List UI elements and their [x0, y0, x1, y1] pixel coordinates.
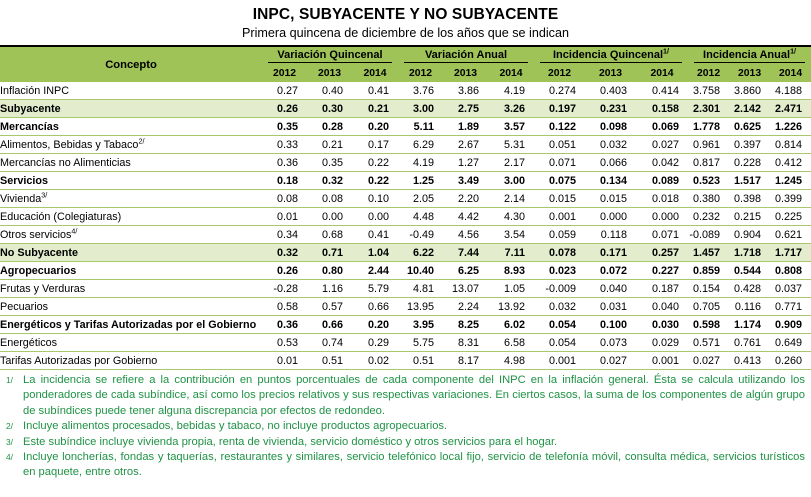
row-label-text: Educación (Colegiaturas) — [0, 210, 122, 223]
cell-var-quincenal: 0.10 — [352, 190, 398, 208]
cell-inc-anual: 0.705 — [688, 298, 729, 316]
cell-inc-anual: 0.571 — [688, 334, 729, 352]
table-row — [0, 118, 811, 136]
year-header: 2014 — [770, 65, 811, 82]
column-group-variacion-quincenal — [262, 47, 398, 65]
cell-inc-anual: 0.260 — [770, 352, 811, 370]
year-header: 2014 — [488, 65, 534, 82]
year-header: 2012 — [398, 65, 443, 82]
cell-var-quincenal: 0.18 — [262, 172, 307, 190]
row-label — [0, 280, 262, 298]
cell-var-quincenal: 0.17 — [352, 136, 398, 154]
cell-inc-anual: 1.517 — [729, 172, 770, 190]
cell-inc-anual: 2.471 — [770, 100, 811, 118]
cell-var-quincenal: 0.36 — [262, 154, 307, 172]
cell-var-anual: 4.56 — [443, 226, 488, 244]
footnote-text: Incluye loncherías, fondas y taquerías, restaurantes y similares, servicio telefónico local fijo, servicio de telefonía móvil, consulta médica, servicios turísticos en paquete, entre otros. — [23, 451, 805, 479]
cell-inc-anual: 1.717 — [770, 244, 811, 262]
column-group-variacion-anual — [398, 47, 534, 65]
group-label: Variación Anual — [424, 49, 508, 61]
cell-inc-quincenal: 0.042 — [636, 154, 688, 172]
cell-var-quincenal: 0.26 — [262, 100, 307, 118]
row-label — [0, 172, 262, 190]
footnote — [6, 435, 805, 450]
cell-var-quincenal: 0.40 — [307, 82, 352, 100]
cell-var-anual: 2.17 — [488, 154, 534, 172]
cell-var-anual: 5.11 — [398, 118, 443, 136]
table-row — [0, 100, 811, 118]
cell-var-anual: 3.95 — [398, 316, 443, 334]
cell-inc-quincenal: 0.000 — [636, 208, 688, 226]
cell-inc-anual: 0.625 — [729, 118, 770, 136]
cell-var-quincenal: 0.58 — [262, 298, 307, 316]
cell-inc-quincenal: 0.118 — [585, 226, 636, 244]
cell-var-anual: 4.81 — [398, 280, 443, 298]
cell-inc-quincenal: 0.098 — [585, 118, 636, 136]
cell-var-quincenal: 1.04 — [352, 244, 398, 262]
cell-var-anual: 4.19 — [488, 82, 534, 100]
cell-inc-anual: 0.909 — [770, 316, 811, 334]
footnote-text: Este subíndice incluye vivienda propia, renta de vivienda, servicio doméstico y otros servicios para el hogar. — [23, 435, 558, 448]
table-row — [0, 334, 811, 352]
cell-var-quincenal: 0.26 — [262, 262, 307, 280]
cell-var-quincenal: 0.66 — [307, 316, 352, 334]
table-row — [0, 136, 811, 154]
row-label — [0, 352, 262, 370]
cell-var-quincenal: 0.80 — [307, 262, 352, 280]
cell-var-quincenal: 0.57 — [307, 298, 352, 316]
title-block — [0, 0, 811, 42]
cell-inc-anual: 0.399 — [770, 190, 811, 208]
row-label — [0, 208, 262, 226]
inpc-table — [0, 47, 811, 370]
footnote-marker: 4/ — [6, 452, 13, 463]
cell-var-anual: 4.30 — [488, 208, 534, 226]
footnote-marker: 3/ — [6, 436, 13, 447]
cell-inc-quincenal: 0.018 — [636, 190, 688, 208]
cell-inc-quincenal: 0.027 — [585, 352, 636, 370]
cell-inc-anual: 1.174 — [729, 316, 770, 334]
footnotes-section — [0, 373, 811, 481]
table-row — [0, 82, 811, 100]
cell-inc-quincenal: 0.030 — [636, 316, 688, 334]
cell-var-anual: 6.02 — [488, 316, 534, 334]
cell-inc-anual: 0.859 — [688, 262, 729, 280]
cell-var-quincenal: 0.35 — [262, 118, 307, 136]
cell-var-quincenal: 0.08 — [307, 190, 352, 208]
row-label — [0, 136, 262, 154]
cell-inc-quincenal: 0.231 — [585, 100, 636, 118]
group-label: Incidencia Anual — [703, 49, 791, 61]
year-header: 2014 — [636, 65, 688, 82]
group-note-ref: 1/ — [790, 46, 797, 56]
cell-inc-anual: 0.814 — [770, 136, 811, 154]
cell-inc-anual: 0.771 — [770, 298, 811, 316]
footnote-text: La incidencia se refiere a la contribución en puntos porcentuales de cada componente del INPC en la inflación general. Ésta se calcula utilizando los ponderadores de cada subíndice, así como los precios relativos y sus respectivas variaciones. En ciertos casos, la suma de los componentes de algún grupo de subíndices puede tener alguna discrepancia por efectos de redondeo. — [23, 374, 805, 417]
header-group-row — [0, 47, 811, 65]
cell-var-anual: 8.25 — [443, 316, 488, 334]
row-label-text: Energéticos — [0, 336, 58, 349]
cell-inc-anual: 2.142 — [729, 100, 770, 118]
cell-var-quincenal: 0.00 — [307, 208, 352, 226]
cell-inc-anual: 1.778 — [688, 118, 729, 136]
cell-inc-anual: 0.817 — [688, 154, 729, 172]
cell-var-anual: 4.48 — [398, 208, 443, 226]
cell-inc-anual: 0.428 — [729, 280, 770, 298]
row-note-ref: 4/ — [71, 225, 78, 235]
cell-var-quincenal: 0.28 — [307, 118, 352, 136]
year-header: 2012 — [688, 65, 729, 82]
cell-inc-anual: 0.027 — [688, 352, 729, 370]
row-label — [0, 82, 262, 100]
cell-var-quincenal: 5.79 — [352, 280, 398, 298]
cell-inc-quincenal: 0.023 — [534, 262, 585, 280]
cell-inc-quincenal: 0.040 — [636, 298, 688, 316]
cell-var-quincenal: 1.16 — [307, 280, 352, 298]
row-label-text: Energéticos y Tarifas Autorizadas por el Gobierno — [0, 318, 257, 331]
cell-inc-anual: 0.761 — [729, 334, 770, 352]
cell-var-anual: 8.17 — [443, 352, 488, 370]
cell-inc-anual: 0.398 — [729, 190, 770, 208]
cell-var-quincenal: 0.68 — [307, 226, 352, 244]
cell-var-quincenal: 0.01 — [262, 208, 307, 226]
cell-inc-quincenal: -0.009 — [534, 280, 585, 298]
table-row — [0, 298, 811, 316]
table-body — [0, 82, 811, 370]
cell-inc-quincenal: 0.158 — [636, 100, 688, 118]
cell-inc-anual: 0.228 — [729, 154, 770, 172]
group-label: Incidencia Quincenal — [553, 49, 664, 61]
cell-var-quincenal: 0.71 — [307, 244, 352, 262]
cell-inc-quincenal: 0.032 — [585, 136, 636, 154]
cell-inc-anual: 0.397 — [729, 136, 770, 154]
column-group-incidencia-anual — [688, 47, 811, 65]
column-group-incidencia-quincenal — [534, 47, 688, 65]
table-row — [0, 154, 811, 172]
cell-var-quincenal: 0.74 — [307, 334, 352, 352]
cell-var-anual: 0.51 — [398, 352, 443, 370]
cell-var-quincenal: 0.32 — [307, 172, 352, 190]
row-label — [0, 244, 262, 262]
cell-var-anual: 4.42 — [443, 208, 488, 226]
row-label-text: Pecuarios — [0, 300, 49, 313]
row-label-text: Frutas y Verduras — [0, 282, 86, 295]
cell-inc-quincenal: 0.100 — [585, 316, 636, 334]
row-label — [0, 316, 262, 334]
table-row — [0, 208, 811, 226]
cell-inc-anual: 0.961 — [688, 136, 729, 154]
cell-var-quincenal: 0.34 — [262, 226, 307, 244]
cell-inc-anual: 1.245 — [770, 172, 811, 190]
cell-var-quincenal: 0.08 — [262, 190, 307, 208]
cell-var-anual: 6.25 — [443, 262, 488, 280]
column-header-concepto: Concepto — [0, 47, 262, 82]
cell-inc-quincenal: 0.403 — [585, 82, 636, 100]
cell-inc-quincenal: 0.078 — [534, 244, 585, 262]
footnote — [6, 373, 805, 419]
row-label — [0, 262, 262, 280]
cell-inc-quincenal: 0.171 — [585, 244, 636, 262]
cell-var-anual: 2.24 — [443, 298, 488, 316]
footnote-text: Incluye alimentos procesados, bebidas y tabaco, no incluye productos agropecuarios. — [23, 420, 448, 433]
cell-inc-anual: 1.226 — [770, 118, 811, 136]
cell-var-anual: -0.49 — [398, 226, 443, 244]
cell-var-quincenal: -0.28 — [262, 280, 307, 298]
cell-inc-quincenal: 0.073 — [585, 334, 636, 352]
cell-var-quincenal: 0.41 — [352, 82, 398, 100]
cell-var-quincenal: 0.00 — [352, 208, 398, 226]
footnote — [6, 450, 805, 481]
cell-var-anual: 8.93 — [488, 262, 534, 280]
row-label — [0, 100, 262, 118]
footnote-marker: 2/ — [6, 421, 13, 432]
cell-var-anual: 2.67 — [443, 136, 488, 154]
inpc-table-wrapper — [0, 45, 811, 370]
cell-var-anual: 1.25 — [398, 172, 443, 190]
cell-var-anual: 7.11 — [488, 244, 534, 262]
cell-inc-anual: 1.457 — [688, 244, 729, 262]
cell-inc-quincenal: 0.015 — [585, 190, 636, 208]
cell-inc-anual: 1.718 — [729, 244, 770, 262]
cell-inc-quincenal: 0.029 — [636, 334, 688, 352]
cell-inc-quincenal: 0.031 — [585, 298, 636, 316]
cell-var-anual: 5.75 — [398, 334, 443, 352]
footnote — [6, 419, 805, 434]
row-label — [0, 118, 262, 136]
cell-var-quincenal: 0.36 — [262, 316, 307, 334]
cell-var-quincenal: 0.66 — [352, 298, 398, 316]
cell-inc-anual: 2.301 — [688, 100, 729, 118]
cell-inc-anual: 0.598 — [688, 316, 729, 334]
cell-inc-anual: 0.412 — [770, 154, 811, 172]
year-header: 2013 — [729, 65, 770, 82]
row-label — [0, 226, 262, 244]
row-label-text: Otros servicios — [0, 228, 72, 241]
cell-inc-quincenal: 0.069 — [636, 118, 688, 136]
cell-var-anual: 2.75 — [443, 100, 488, 118]
table-row — [0, 280, 811, 298]
table-row — [0, 244, 811, 262]
cell-inc-quincenal: 0.089 — [636, 172, 688, 190]
table-row — [0, 262, 811, 280]
cell-inc-quincenal: 0.000 — [585, 208, 636, 226]
cell-var-quincenal: 0.53 — [262, 334, 307, 352]
table-row — [0, 190, 811, 208]
cell-inc-anual: 0.232 — [688, 208, 729, 226]
row-label-text: Mercancías no Alimenticias — [0, 156, 131, 169]
cell-var-anual: 8.31 — [443, 334, 488, 352]
cell-inc-anual: 0.154 — [688, 280, 729, 298]
year-header: 2014 — [352, 65, 398, 82]
cell-inc-anual: -0.089 — [688, 226, 729, 244]
cell-inc-quincenal: 0.059 — [534, 226, 585, 244]
cell-inc-quincenal: 0.032 — [534, 298, 585, 316]
cell-inc-quincenal: 0.001 — [636, 352, 688, 370]
cell-var-anual: 2.14 — [488, 190, 534, 208]
cell-inc-quincenal: 0.134 — [585, 172, 636, 190]
table-row — [0, 316, 811, 334]
row-label-text: Alimentos, Bebidas y Tabaco — [0, 138, 139, 151]
cell-inc-quincenal: 0.227 — [636, 262, 688, 280]
cell-var-quincenal: 0.20 — [352, 316, 398, 334]
cell-inc-quincenal: 0.040 — [585, 280, 636, 298]
footnote-marker: 1/ — [6, 375, 13, 385]
year-header: 2013 — [443, 65, 488, 82]
cell-var-anual: 7.44 — [443, 244, 488, 262]
row-label-text: Tarifas Autorizadas por Gobierno — [0, 354, 158, 367]
row-note-ref: 2/ — [138, 135, 145, 145]
cell-inc-anual: 0.649 — [770, 334, 811, 352]
row-label-text: Inflación INPC — [0, 84, 70, 97]
cell-inc-quincenal: 0.122 — [534, 118, 585, 136]
cell-var-anual: 3.26 — [488, 100, 534, 118]
cell-var-quincenal: 0.20 — [352, 118, 398, 136]
cell-inc-quincenal: 0.274 — [534, 82, 585, 100]
row-label — [0, 154, 262, 172]
cell-inc-anual: 0.037 — [770, 280, 811, 298]
cell-var-anual: 13.92 — [488, 298, 534, 316]
cell-inc-quincenal: 0.066 — [585, 154, 636, 172]
cell-inc-quincenal: 0.051 — [534, 136, 585, 154]
year-header: 2012 — [262, 65, 307, 82]
cell-var-quincenal: 0.21 — [352, 100, 398, 118]
cell-inc-anual: 3.758 — [688, 82, 729, 100]
cell-inc-anual: 4.188 — [770, 82, 811, 100]
cell-var-anual: 1.05 — [488, 280, 534, 298]
cell-var-quincenal: 0.22 — [352, 172, 398, 190]
year-header: 2013 — [307, 65, 352, 82]
cell-inc-anual: 0.904 — [729, 226, 770, 244]
row-label — [0, 190, 262, 208]
cell-var-anual: 3.76 — [398, 82, 443, 100]
table-row — [0, 172, 811, 190]
cell-inc-quincenal: 0.071 — [534, 154, 585, 172]
cell-var-anual: 13.07 — [443, 280, 488, 298]
cell-var-anual: 5.31 — [488, 136, 534, 154]
cell-inc-anual: 0.808 — [770, 262, 811, 280]
cell-var-anual: 1.27 — [443, 154, 488, 172]
cell-var-anual: 10.40 — [398, 262, 443, 280]
row-note-ref: 3/ — [41, 189, 48, 199]
cell-inc-anual: 0.215 — [729, 208, 770, 226]
cell-var-anual: 3.00 — [488, 172, 534, 190]
cell-var-anual: 3.00 — [398, 100, 443, 118]
group-label: Variación Quincenal — [277, 49, 383, 61]
table-row — [0, 226, 811, 244]
cell-var-anual: 1.89 — [443, 118, 488, 136]
cell-inc-quincenal: 0.197 — [534, 100, 585, 118]
cell-var-quincenal: 0.41 — [352, 226, 398, 244]
cell-var-quincenal: 0.30 — [307, 100, 352, 118]
cell-var-anual: 13.95 — [398, 298, 443, 316]
page-title: INPC, SUBYACENTE Y NO SUBYACENTE — [252, 6, 559, 23]
cell-var-anual: 3.54 — [488, 226, 534, 244]
row-label-text: Servicios — [0, 174, 49, 187]
cell-inc-quincenal: 0.257 — [636, 244, 688, 262]
cell-var-anual: 6.58 — [488, 334, 534, 352]
cell-inc-quincenal: 0.054 — [534, 334, 585, 352]
cell-inc-quincenal: 0.015 — [534, 190, 585, 208]
row-label — [0, 298, 262, 316]
table-head — [0, 47, 811, 82]
cell-inc-quincenal: 0.187 — [636, 280, 688, 298]
cell-inc-quincenal: 0.075 — [534, 172, 585, 190]
cell-var-anual: 6.22 — [398, 244, 443, 262]
cell-inc-anual: 0.544 — [729, 262, 770, 280]
cell-var-quincenal: 0.33 — [262, 136, 307, 154]
cell-var-anual: 3.86 — [443, 82, 488, 100]
cell-var-quincenal: 0.21 — [307, 136, 352, 154]
cell-inc-quincenal: 0.027 — [636, 136, 688, 154]
cell-inc-quincenal: 0.001 — [534, 352, 585, 370]
cell-inc-quincenal: 0.071 — [636, 226, 688, 244]
cell-var-quincenal: 0.01 — [262, 352, 307, 370]
row-label-text: No Subyacente — [0, 246, 78, 259]
cell-var-quincenal: 0.51 — [307, 352, 352, 370]
year-header: 2013 — [585, 65, 636, 82]
cell-var-quincenal: 0.27 — [262, 82, 307, 100]
cell-var-quincenal: 0.35 — [307, 154, 352, 172]
cell-inc-anual: 0.225 — [770, 208, 811, 226]
table-row — [0, 352, 811, 370]
cell-inc-anual: 0.523 — [688, 172, 729, 190]
row-label-text: Mercancías — [0, 120, 59, 133]
year-header: 2012 — [534, 65, 585, 82]
row-label — [0, 334, 262, 352]
row-label-text: Subyacente — [0, 102, 61, 115]
group-note-ref: 1/ — [663, 46, 670, 56]
cell-var-anual: 2.05 — [398, 190, 443, 208]
cell-var-anual: 4.19 — [398, 154, 443, 172]
cell-var-anual: 3.57 — [488, 118, 534, 136]
page-subtitle: Primera quincena de diciembre de los años que se indican — [242, 26, 569, 40]
cell-inc-quincenal: 0.414 — [636, 82, 688, 100]
cell-var-anual: 3.49 — [443, 172, 488, 190]
cell-inc-anual: 3.860 — [729, 82, 770, 100]
cell-var-quincenal: 2.44 — [352, 262, 398, 280]
cell-var-quincenal: 0.22 — [352, 154, 398, 172]
cell-var-anual: 4.98 — [488, 352, 534, 370]
row-label-text: Vivienda — [0, 192, 42, 205]
cell-inc-quincenal: 0.072 — [585, 262, 636, 280]
cell-inc-anual: 0.116 — [729, 298, 770, 316]
cell-inc-anual: 0.413 — [729, 352, 770, 370]
cell-var-quincenal: 0.02 — [352, 352, 398, 370]
cell-var-anual: 2.20 — [443, 190, 488, 208]
row-label-text: Agropecuarios — [0, 264, 77, 277]
cell-var-anual: 6.29 — [398, 136, 443, 154]
cell-inc-anual: 0.621 — [770, 226, 811, 244]
cell-var-quincenal: 0.32 — [262, 244, 307, 262]
cell-inc-quincenal: 0.054 — [534, 316, 585, 334]
cell-inc-anual: 0.380 — [688, 190, 729, 208]
cell-var-quincenal: 0.29 — [352, 334, 398, 352]
cell-inc-quincenal: 0.001 — [534, 208, 585, 226]
